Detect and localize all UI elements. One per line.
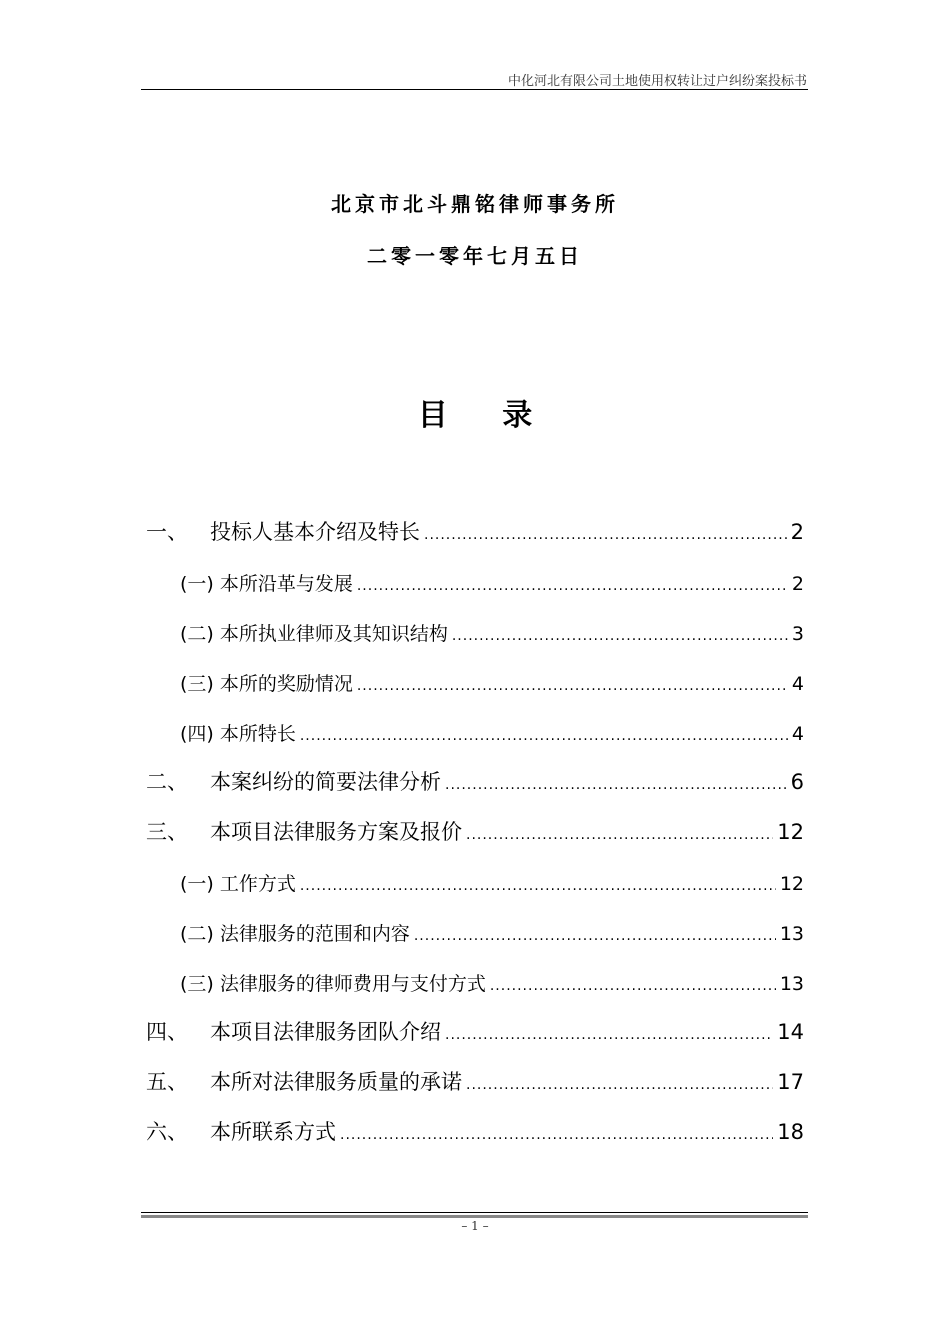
toc-entry-label: 法律服务的律师费用与支付方式 (219, 973, 486, 995)
firm-name: 北京市北斗鼎铭律师事务所 (331, 192, 619, 216)
toc-leader-dots (466, 1077, 773, 1093)
toc-leader-dots (490, 978, 776, 994)
toc-entry[interactable] (180, 919, 804, 949)
toc-entry-label: 本项目法律服务团队介绍 (210, 1020, 441, 1044)
toc-entry-page: 12 (777, 820, 804, 844)
toc-leader-dots (424, 527, 787, 543)
toc-title: 目 录 (417, 398, 555, 433)
toc-leader-dots (414, 928, 776, 944)
toc-entry-number: 四、 (146, 1020, 188, 1044)
toc-entry[interactable] (146, 816, 804, 846)
toc-entry-number: 一、 (146, 520, 188, 544)
toc-entry-label: 本所执业律师及其知识结构 (219, 623, 448, 645)
toc-entry-page: 2 (791, 573, 804, 595)
toc-entry[interactable] (180, 569, 804, 599)
toc-entry-page: 13 (779, 923, 804, 945)
toc-leader-dots (300, 728, 788, 744)
toc-entry[interactable] (180, 719, 804, 749)
toc-leader-dots (445, 1027, 773, 1043)
toc-entry-number: 三、 (146, 820, 188, 844)
toc-entry-label: 本所的奖励情况 (219, 673, 353, 695)
toc-entry-number: 六、 (146, 1120, 188, 1144)
toc-entry-label: 本项目法律服务方案及报价 (210, 820, 462, 844)
toc-entry-label: 本所联系方式 (210, 1120, 336, 1144)
toc-entry-label: 投标人基本介绍及特长 (210, 520, 420, 544)
toc-entry-page: 2 (790, 520, 804, 544)
toc-entry-number: (三) (180, 973, 214, 995)
toc-entry[interactable] (146, 1016, 804, 1046)
toc-entry[interactable] (180, 969, 804, 999)
toc-entry-page: 18 (777, 1120, 804, 1144)
toc-entry[interactable] (180, 669, 804, 699)
toc-entry-page: 12 (779, 873, 804, 895)
page-number: – 1 – (461, 1219, 489, 1233)
document-header-title: 中化河北有限公司土地使用权转让过户纠纷案投标书 (507, 74, 807, 89)
toc-leader-dots (340, 1127, 773, 1143)
toc-entry-number: (一) (180, 573, 214, 595)
toc-entry-label: 本所沿革与发展 (219, 573, 353, 595)
toc-entry-label: 本所特长 (219, 723, 296, 745)
toc-entry-number: 二、 (146, 770, 188, 794)
toc-entry[interactable] (146, 1066, 804, 1096)
toc-entry-page: 4 (791, 723, 804, 745)
toc-entry-label: 工作方式 (219, 873, 296, 895)
header-rule (141, 89, 808, 90)
toc-entry[interactable] (146, 1116, 804, 1146)
toc-entry-number: (三) (180, 673, 214, 695)
toc-entry-label: 本所对法律服务质量的承诺 (210, 1070, 462, 1094)
toc-entry[interactable] (180, 869, 804, 899)
toc-leader-dots (445, 777, 787, 793)
document-date: 二零一零年七月五日 (367, 244, 583, 268)
toc-entry[interactable] (180, 619, 804, 649)
toc-entry-number: (二) (180, 923, 214, 945)
toc-entry-number: (二) (180, 623, 214, 645)
toc-entry-page: 3 (791, 623, 804, 645)
footer-rule (141, 1212, 808, 1213)
toc-leader-dots (300, 878, 776, 894)
toc-leader-dots (452, 628, 788, 644)
toc-entry-page: 17 (777, 1070, 804, 1094)
toc-entry-label: 本案纠纷的简要法律分析 (210, 770, 441, 794)
footer-rule-shadow (141, 1215, 808, 1218)
toc-entry-number: (四) (180, 723, 214, 745)
toc-leader-dots (357, 678, 788, 694)
toc-entry-label: 法律服务的范围和内容 (219, 923, 410, 945)
toc-entry[interactable] (146, 766, 804, 796)
toc-entry-number: 五、 (146, 1070, 188, 1094)
toc-leader-dots (466, 827, 773, 843)
toc-entry[interactable] (146, 516, 804, 546)
toc-entry-page: 6 (790, 770, 804, 794)
toc-entry-number: (一) (180, 873, 214, 895)
toc-entry-page: 14 (777, 1020, 804, 1044)
toc-entry-page: 4 (791, 673, 804, 695)
toc-entry-page: 13 (779, 973, 804, 995)
toc-leader-dots (357, 578, 788, 594)
